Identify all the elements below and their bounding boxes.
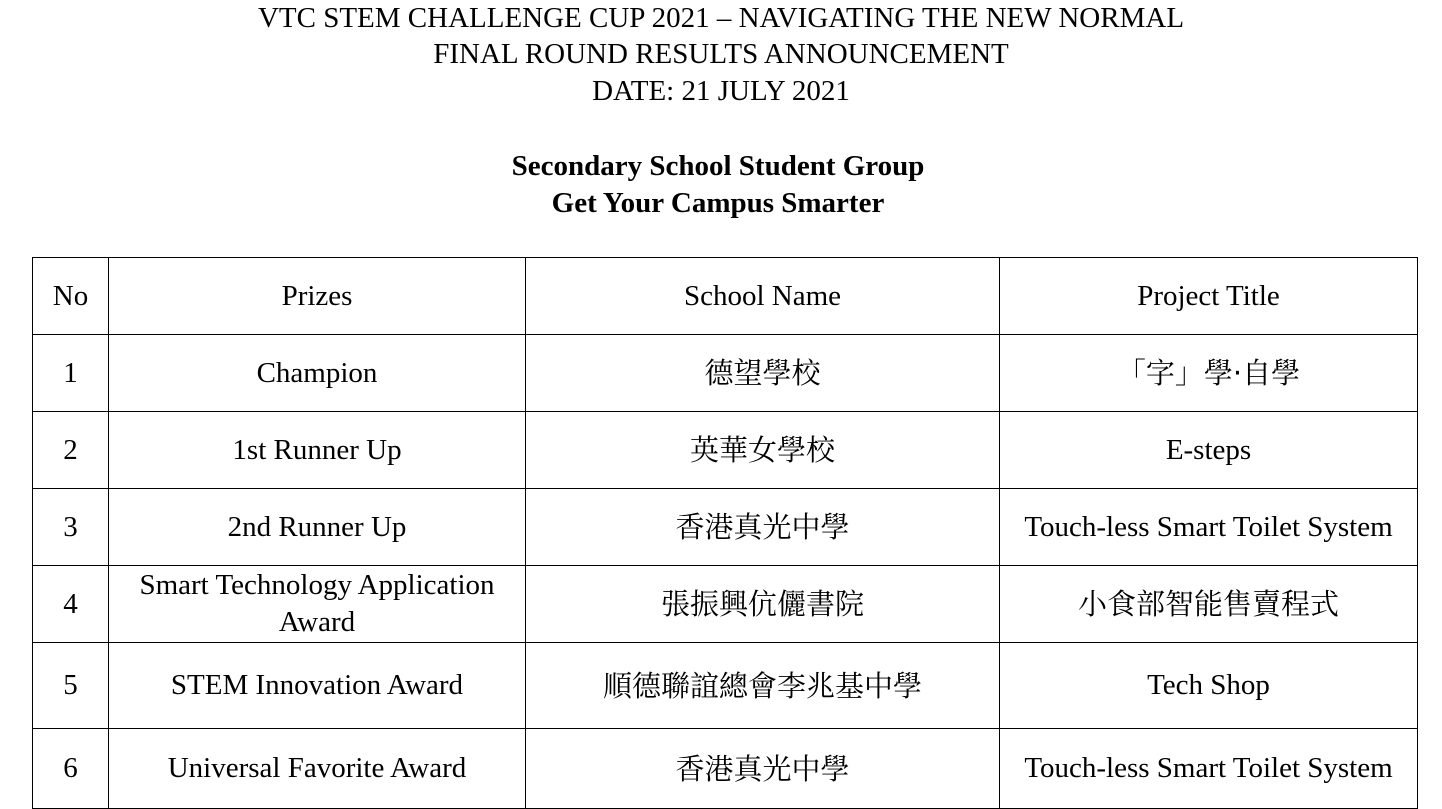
prize-cell: 2nd Runner Up <box>109 489 526 566</box>
prize-cell: Smart Technology Application Award <box>109 566 526 643</box>
project-title-cell: Touch-less Smart Toilet System <box>1000 729 1418 809</box>
prize-cell: 1st Runner Up <box>109 412 526 489</box>
table-header-row <box>33 258 1418 335</box>
group-title: Secondary School Student Group <box>511 150 925 182</box>
project-title-cell: 小食部智能售賣程式 <box>1000 566 1418 643</box>
table-row <box>33 566 1418 643</box>
document-subtitle: FINAL ROUND RESULTS ANNOUNCEMENT <box>433 38 1009 70</box>
project-title-cell: 「字」學·自學 <box>1000 335 1418 412</box>
group-theme: Get Your Campus Smarter <box>551 187 885 219</box>
school-name-cell: 德望學校 <box>526 335 1000 412</box>
column-header-school-name: School Name <box>526 258 1000 335</box>
table-row <box>33 729 1418 809</box>
prize-cell: STEM Innovation Award <box>109 643 526 729</box>
announcement-date: DATE: 21 JULY 2021 <box>592 75 850 107</box>
table-row <box>33 335 1418 412</box>
row-number: 4 <box>33 566 109 643</box>
column-header-no: No <box>33 258 109 335</box>
column-header-prizes: Prizes <box>109 258 526 335</box>
school-name-cell: 香港真光中學 <box>526 489 1000 566</box>
table-row <box>33 412 1418 489</box>
project-title-cell: E-steps <box>1000 412 1418 489</box>
project-title-cell: Touch-less Smart Toilet System <box>1000 489 1418 566</box>
row-number: 6 <box>33 729 109 809</box>
project-title-cell: Tech Shop <box>1000 643 1418 729</box>
table-row <box>33 643 1418 729</box>
school-name-cell: 張振興伉儷書院 <box>526 566 1000 643</box>
row-number: 3 <box>33 489 109 566</box>
document-title: VTC STEM CHALLENGE CUP 2021 – NAVIGATING THE NEW NORMAL <box>257 2 1185 34</box>
results-table <box>32 257 1418 809</box>
table-row <box>33 489 1418 566</box>
school-name-cell: 香港真光中學 <box>526 729 1000 809</box>
prize-cell: Champion <box>109 335 526 412</box>
row-number: 1 <box>33 335 109 412</box>
row-number: 5 <box>33 643 109 729</box>
prize-cell: Universal Favorite Award <box>109 729 526 809</box>
column-header-project-title: Project Title <box>1000 258 1418 335</box>
school-name-cell: 順德聯誼總會李兆基中學 <box>526 643 1000 729</box>
school-name-cell: 英華女學校 <box>526 412 1000 489</box>
row-number: 2 <box>33 412 109 489</box>
